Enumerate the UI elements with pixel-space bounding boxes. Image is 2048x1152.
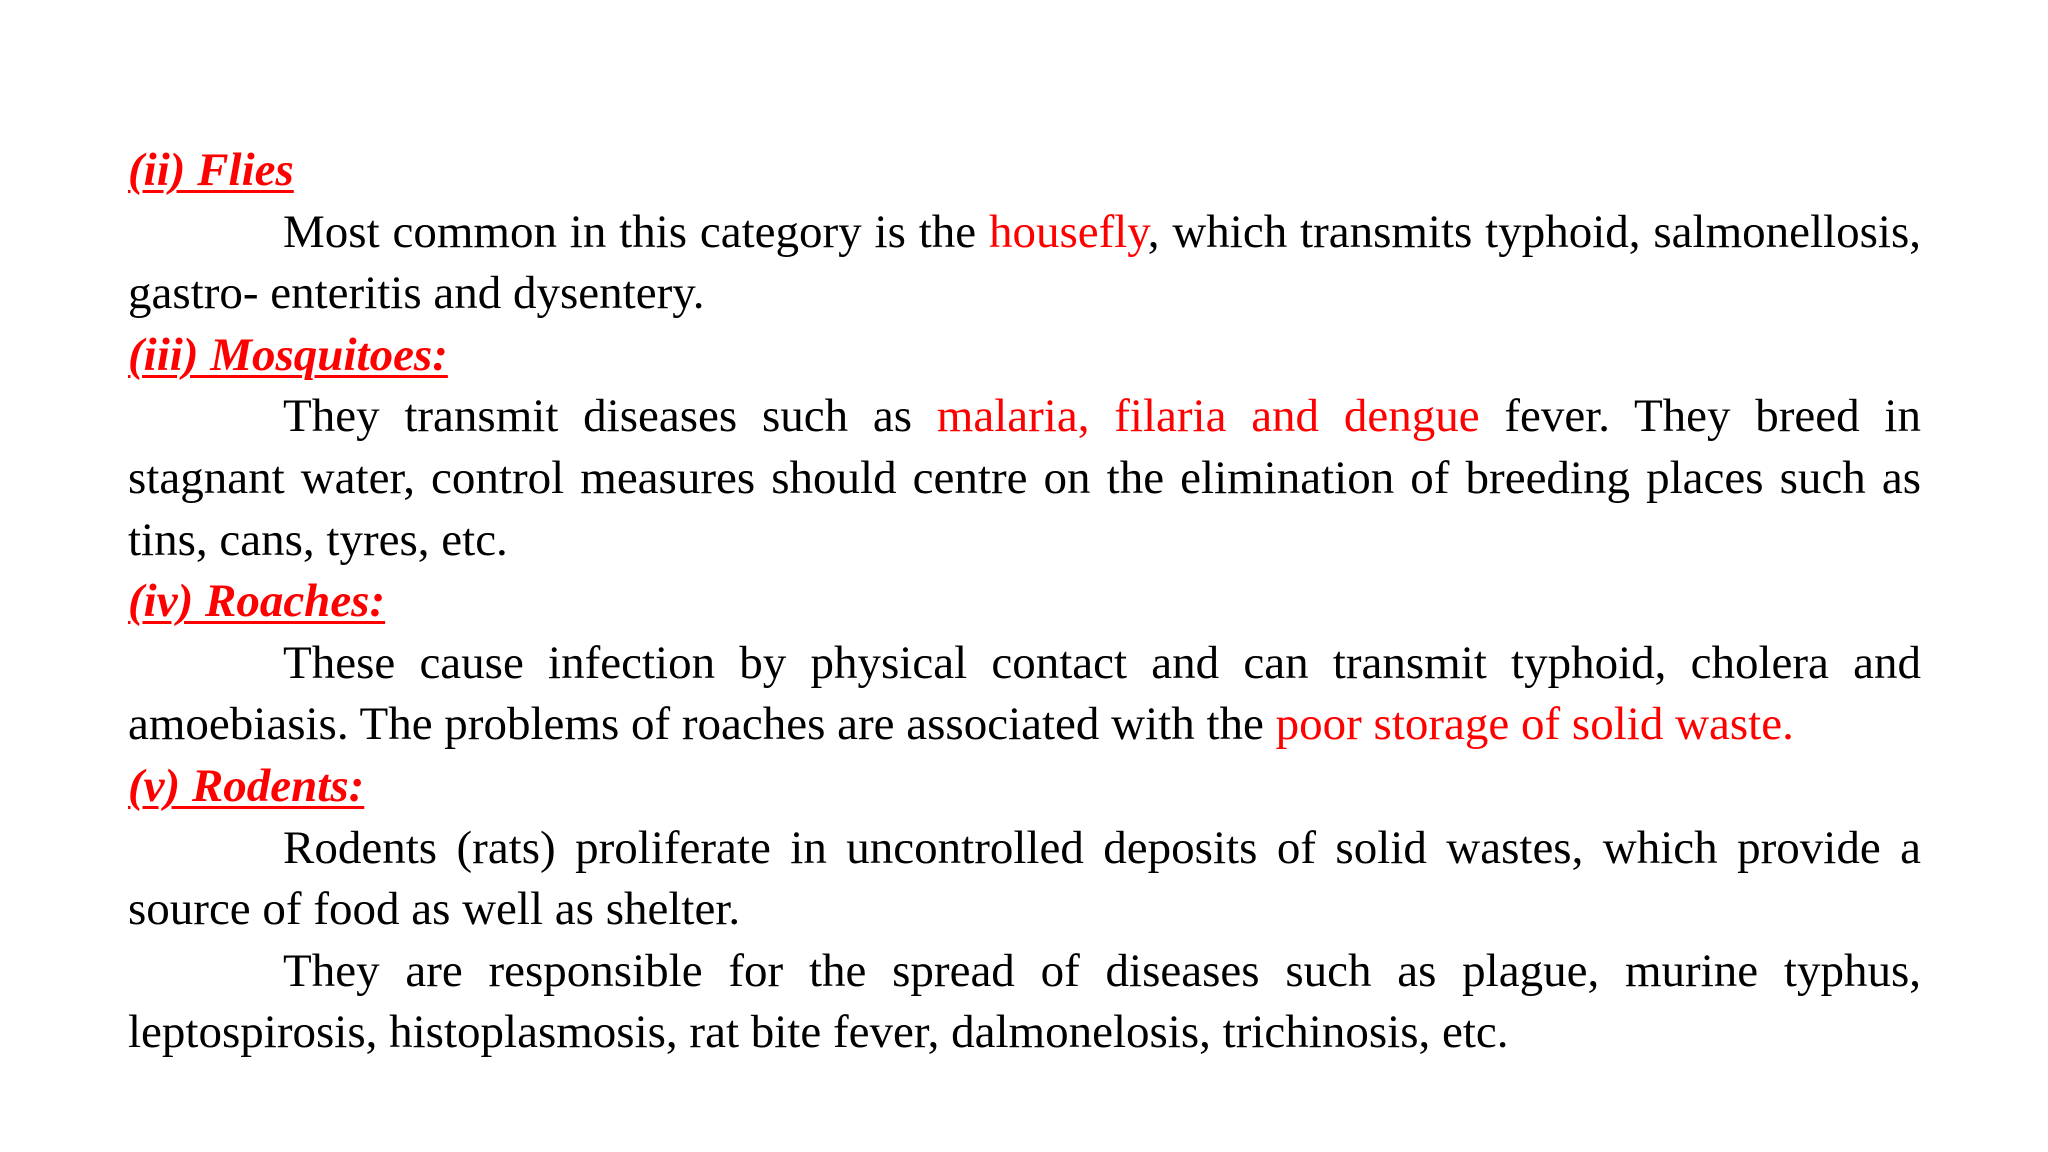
document-page: [128, 140, 1921, 1064]
highlighted-text: housefly: [988, 205, 1148, 258]
text-run: Rodents (rats) proliferate in uncontrolled deposits of solid wastes, which provide a source of food as well as shelter.: [128, 821, 1921, 936]
section-roaches: [128, 571, 1921, 756]
text-run: Most common in this category is the: [283, 205, 989, 258]
section-heading: (iii) Mosquitoes:: [128, 328, 448, 381]
section-paragraph: [128, 941, 1921, 1064]
text-run: These cause infection by physical contact and can transmit typhoid, cholera and amoebiasis. The problems of roaches are associated with the: [128, 636, 1921, 751]
section-heading: (iv) Roaches:: [128, 575, 386, 628]
section-heading: (v) Rodents:: [128, 759, 365, 812]
highlighted-text: poor storage of solid waste.: [1275, 698, 1794, 751]
section-rodents: [128, 756, 1921, 1064]
section-paragraph: [128, 818, 1921, 941]
section-paragraph: [128, 386, 1921, 571]
section-heading: (ii) Flies: [128, 144, 294, 196]
section-flies: [128, 140, 1921, 325]
section-paragraph: [128, 633, 1921, 756]
text-run: They are responsible for the spread of diseases such as plague, murine typhus, leptospirosis, histoplasmosis, rat bite fever, dalmonelosis, trichinosis, etc.: [128, 944, 1921, 1059]
text-run: fever. They breed in stagnant water, control measures should centre on the elimination of breeding places such as tins, cans, tyres, etc.: [128, 390, 1921, 566]
highlighted-text: malaria, filaria and dengue: [936, 390, 1480, 443]
section-mosquitoes: [128, 325, 1921, 571]
section-paragraph: [128, 202, 1921, 325]
text-run: , which transmits typhoid, salmonellosis, gastro- enteritis and dysentery.: [128, 205, 1921, 320]
text-run: They transmit diseases such as: [283, 390, 937, 443]
